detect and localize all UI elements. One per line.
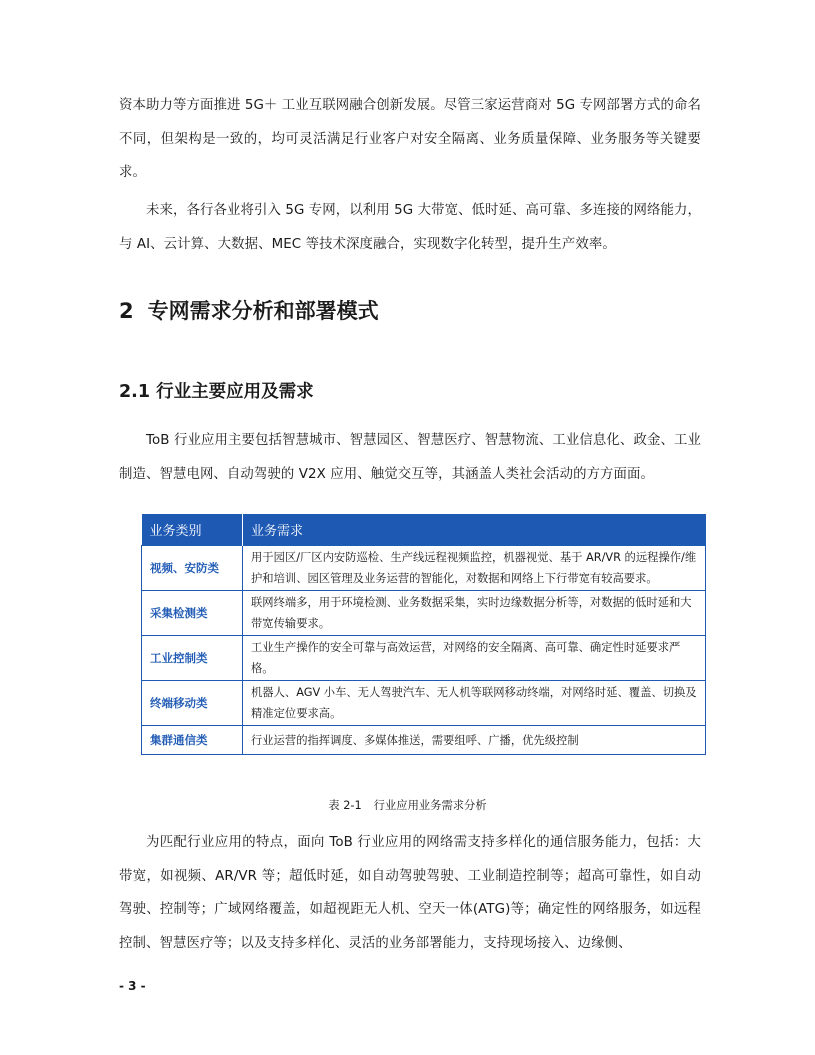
category-cell: 工业控制类 [142,636,243,681]
column-header-category: 业务类别 [142,514,243,546]
requirement-cell: 用于园区/厂区内安防巡检、生产线远程视频监控，机器视觉、基于 AR/VR 的远程操作/维护和培训、园区管理及业务运营的智能化，对数据和网络上下行带宽有较高要求。 [243,546,706,591]
category-cell: 采集检测类 [142,591,243,636]
table-row [142,636,706,681]
caption-text: 行业应用业务需求分析 [373,799,487,812]
table-caption [0,797,815,815]
paragraph-intro-continued: 资本助力等方面推进 5G＋ 工业互联网融合创新发展。尽管三家运营商对 5G 专网部署方式的命名不同，但架构是一致的，均可灵活满足行业客户对安全隔离、业务质量保障、业务服务等关键要求。 [119,98,701,180]
category-cell: 集群通信类 [142,726,243,755]
table-row [142,681,706,726]
paragraph-network-capabilities: 为匹配行业应用的特点，面向 ToB 行业应用的网络需支持多样化的通信服务能力，包括：大带宽，如视频、AR/VR 等；超低时延，如自动驾驶驾驶、工业制造控制等；超高可靠性，如自动驾驶、控制等；广域网络覆盖，如超视距无人机、空天一体(ATG)等；确定性的网络服务，如远程控制、智慧医疗等；以及支持多样化、灵活的业务部署能力，支持现场接入、边缘侧、 [119,835,701,951]
section-heading [119,293,379,329]
requirement-cell: 工业生产操作的安全可靠与高效运营，对网络的安全隔离、高可靠、确定性时延要求严格。 [243,636,706,681]
paragraph-tob-applications: ToB 行业应用主要包括智慧城市、智慧园区、智慧医疗、智慧物流、工业信息化、政金、工业制造、智慧电网、自动驾驶的 V2X 应用、触觉交互等，其涵盖人类社会活动的方方面面。 [119,433,701,482]
caption-label: 表 2-1 [328,799,362,812]
requirement-cell: 机器人、AGV 小车、无人驾驶汽车、无人机等联网移动终端，对网络时延、覆盖、切换及精准定位要求高。 [243,681,706,726]
section-title: 专网需求分析和部署模式 [147,299,379,323]
requirement-cell: 联网终端多，用于环境检测、业务数据采集，实时边缘数据分析等，对数据的低时延和大带宽传输要求。 [243,591,706,636]
category-cell: 视频、安防类 [142,546,243,591]
table-row [142,546,706,591]
paragraph-future: 未来，各行各业将引入 5G 专网，以利用 5G 大带宽、低时延、高可靠、多连接的网络能力，与 AI、云计算、大数据、MEC 等技术深度融合，实现数字化转型，提升生产效率。 [119,203,701,252]
requirement-cell: 行业运营的指挥调度、多媒体推送，需要组呼、广播，优先级控制 [243,726,706,755]
section-number: 2 [119,299,134,323]
requirements-table [141,514,706,755]
table-row [142,591,706,636]
page-number: - 3 - [119,979,146,993]
category-cell: 终端移动类 [142,681,243,726]
table-header-row [142,514,706,546]
table-row [142,726,706,755]
subsection-heading: 2.1 行业主要应用及需求 [119,382,314,402]
column-header-requirement: 业务需求 [243,514,706,546]
